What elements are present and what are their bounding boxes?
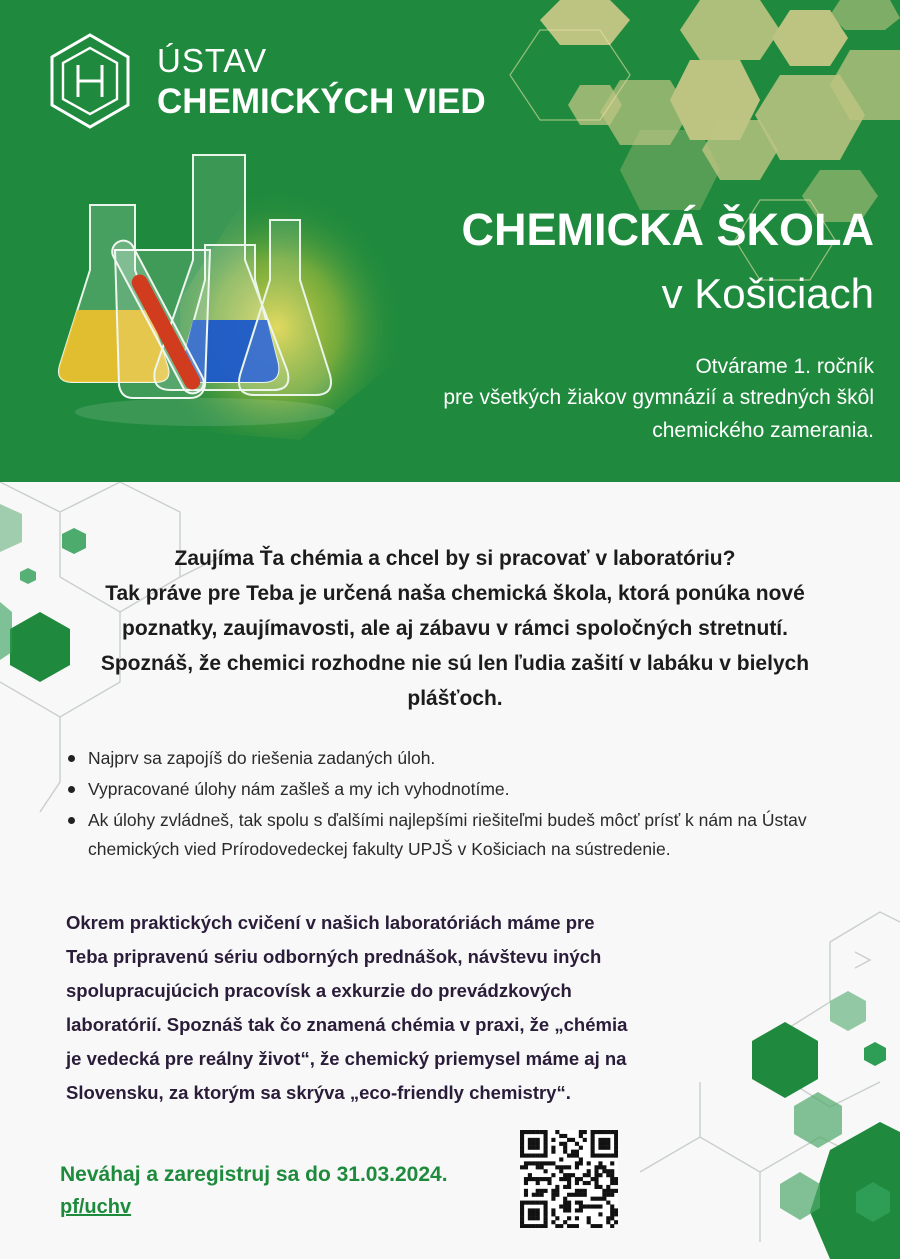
program-description <box>66 906 766 1110</box>
institute-logo <box>48 32 132 130</box>
header-banner <box>0 0 900 482</box>
list-item <box>65 744 875 773</box>
steps-list <box>65 744 875 866</box>
subtitle-line: Otvárame 1. ročník <box>695 355 874 378</box>
subtitle-line: chemického zamerania. <box>652 419 874 442</box>
intro-line: Zaujíma Ťa chémia a chcel by si pracovať v laboratóriu? <box>174 547 736 570</box>
intro-line: Tak práve pre Teba je určená naša chemická škola, ktorá ponúka nové <box>105 582 805 605</box>
qr-code[interactable] <box>520 1130 618 1228</box>
logo-text-line2: CHEMICKÝCH VIED <box>157 82 486 121</box>
list-item-text: Vypracované úlohy nám zašleš a my ich vyhodnotíme. <box>88 779 510 799</box>
bullet-icon <box>68 817 75 824</box>
list-item-text: Najprv sa zapojíš do riešenia zadaných úloh. <box>88 748 436 768</box>
intro-line: plášťoch. <box>407 687 503 710</box>
paragraph-line: spolupracujúcich pracovísk a exkurzie do prevádzkových <box>66 980 572 1001</box>
registration-call-to-action: Neváhaj a zaregistruj sa do 31.03.2024. <box>60 1163 448 1186</box>
paragraph-line: Teba pripravenú sériu odborných prednášok, návštevu iných <box>66 946 602 967</box>
paragraph-line: je vedecká pre reálny život“, že chemický priemysel máme aj na <box>66 1048 627 1069</box>
page-title: CHEMICKÁ ŠKOLA <box>461 204 874 255</box>
list-item-text: Ak úlohy zvládneš, tak spolu s ďalšími najlepšími riešiteľmi budeš môcť prísť k nám na Ústav chemických vied Prírodovedeckej fakulty UPJŠ v Košiciach na sústredenie. <box>88 810 807 859</box>
registration-link[interactable]: pf/uchv <box>60 1196 132 1218</box>
logo-text-line1: ÚSTAV <box>157 42 268 79</box>
list-item <box>65 775 875 804</box>
paragraph-line: laboratórií. Spoznáš tak čo znamená chémia v praxi, že „chémia <box>66 1014 628 1035</box>
intro-line: Spoznáš, že chemici rozhodne nie sú len ľudia zašití v labáku v bielych <box>100 652 810 675</box>
bullet-icon <box>68 755 75 762</box>
intro-text <box>40 541 870 716</box>
page-subtitle-city: v Košiciach <box>661 270 874 317</box>
subtitle-line: pre všetkých žiakov gymnázií a stredných škôl <box>443 386 874 409</box>
laboratory-flasks-illustration <box>55 150 415 450</box>
paragraph-line: Slovensku, za ktorým sa skrýva „eco-friendly chemistry“. <box>66 1082 571 1103</box>
list-item <box>65 806 875 864</box>
paragraph-line: Okrem praktických cvičení v našich laboratóriách máme pre <box>66 912 595 933</box>
intro-line: poznatky, zaujímavosti, ale aj zábavu v rámci spoločných stretnutí. <box>122 617 788 640</box>
bullet-icon <box>68 786 75 793</box>
